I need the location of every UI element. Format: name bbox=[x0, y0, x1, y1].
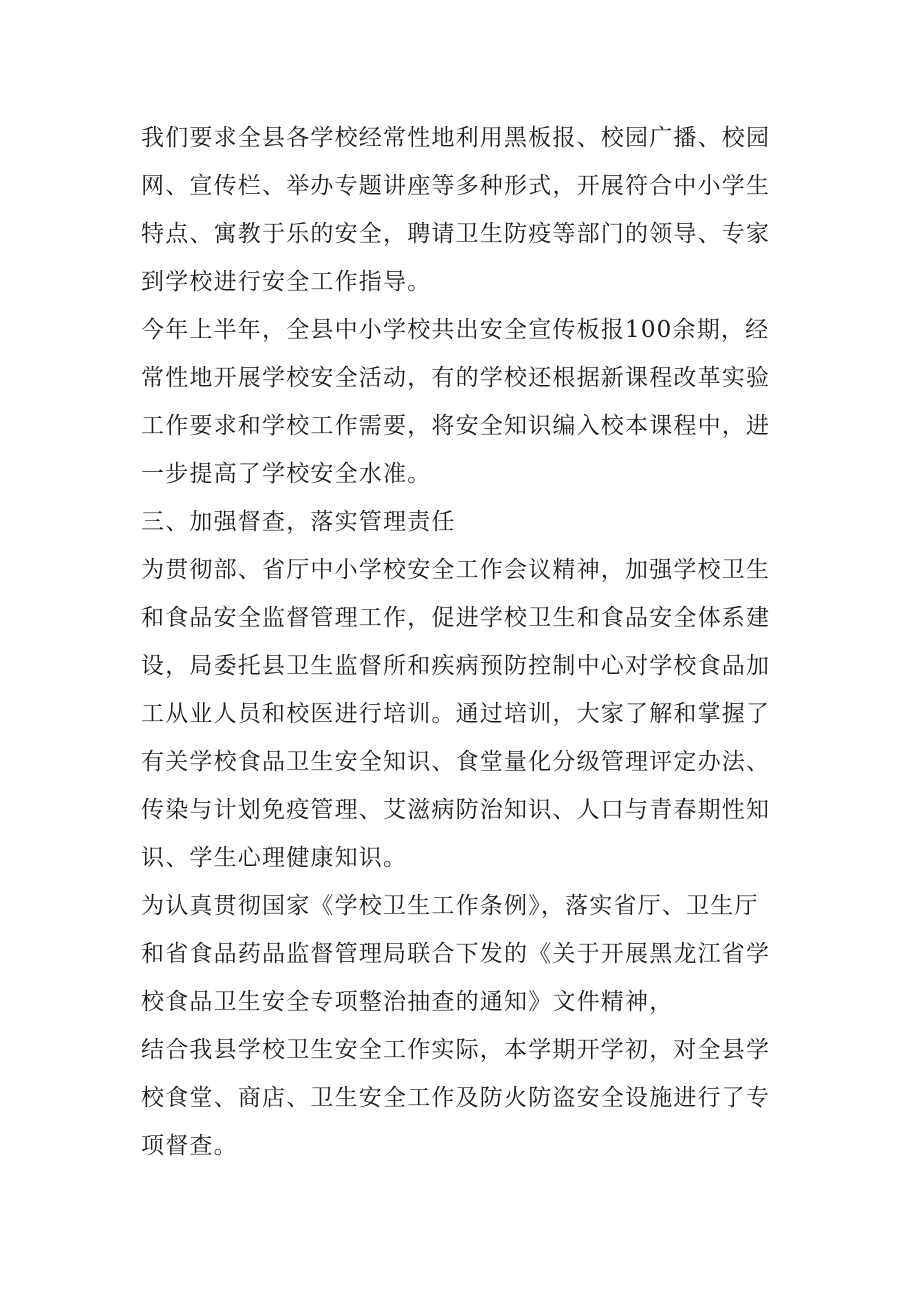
text-line: 工作要求和学校工作需要，将安全知识编入校本课程中，进 bbox=[141, 413, 771, 439]
text-line: 到学校进行安全工作指导。 bbox=[141, 269, 432, 295]
text-line: 一步提高了学校安全水准。 bbox=[141, 461, 432, 487]
text-line: 有关学校食品卫生安全知识、食堂量化分级管理评定办法、 bbox=[141, 749, 771, 775]
text-line: 工从业人员和校医进行培训。通过培训，大家了解和掌握了 bbox=[141, 701, 771, 727]
text-line: 今年上半年，全县中小学校共出安全宣传板报100余期，经 bbox=[141, 317, 770, 343]
text-line: 校食堂、商店、卫生安全工作及防火防盗安全设施进行了专 bbox=[141, 1085, 771, 1111]
text-line: 设，局委托县卫生监督所和疾病预防控制中心对学校食品加 bbox=[141, 653, 771, 679]
text-line: 识、学生心理健康知识。 bbox=[141, 845, 408, 871]
document-body bbox=[141, 114, 801, 1170]
text-line: 项督查。 bbox=[141, 1133, 238, 1159]
text-line: 为认真贯彻国家《学校卫生工作条例》，落实省厅、卫生厅 bbox=[141, 893, 759, 919]
text-line: 和食品安全监督管理工作，促进学校卫生和食品安全体系建 bbox=[141, 605, 771, 631]
text-line: 网、宣传栏、举办专题讲座等多种形式，开展符合中小学生 bbox=[141, 173, 771, 199]
text-line: 传染与计划免疫管理、艾滋病防治知识、人口与青春期性知 bbox=[141, 797, 771, 823]
text-line: 结合我县学校卫生安全工作实际，本学期开学初，对全县学 bbox=[141, 1037, 771, 1063]
text-line: 和省食品药品监督管理局联合下发的《关于开展黑龙江省学 bbox=[141, 941, 771, 967]
text-line: 我们要求全县各学校经常性地利用黑板报、校园广播、校园 bbox=[141, 125, 771, 151]
section-heading: 三、加强督查，落实管理责任 bbox=[141, 509, 456, 535]
text-line: 校食品卫生安全专项整治抽查的通知》文件精神， bbox=[141, 989, 674, 1015]
text-line: 特点、寓教于乐的安全，聘请卫生防疫等部门的领导、专家 bbox=[141, 221, 771, 247]
text-line: 常性地开展学校安全活动，有的学校还根据新课程改革实验 bbox=[141, 365, 771, 391]
text-line: 为贯彻部、省厅中小学校安全工作会议精神，加强学校卫生 bbox=[141, 557, 771, 583]
